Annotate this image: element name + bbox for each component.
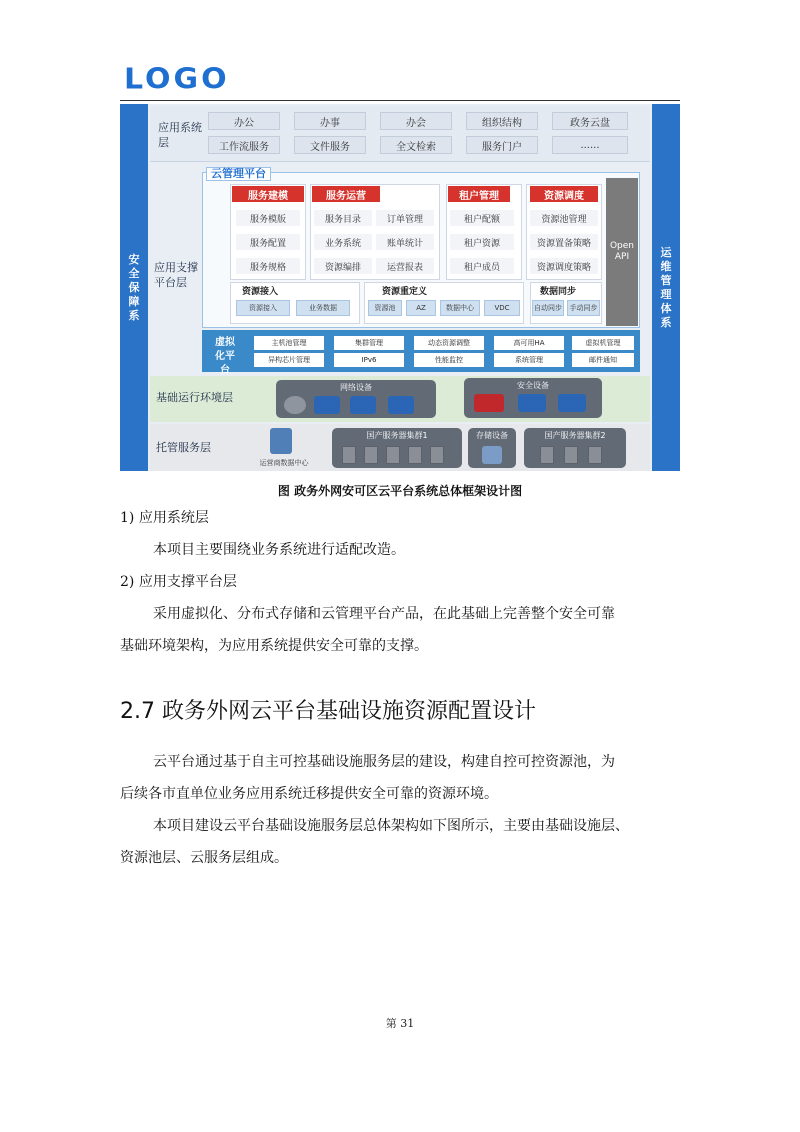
resource-access-title: 资源接入 xyxy=(242,287,279,297)
storage-title: 存储设备 xyxy=(476,431,508,440)
storage-icon xyxy=(482,446,502,464)
service-head: 租户管理 xyxy=(448,186,510,202)
sub-cell: 手动同步 xyxy=(567,300,600,316)
security-title: 安全设备 xyxy=(517,381,549,390)
network-title: 网络设备 xyxy=(340,383,372,392)
sub-cell: 数据中心 xyxy=(440,300,480,316)
virt-cell: IPv6 xyxy=(334,353,404,367)
service-item: 服务模版 xyxy=(236,210,300,226)
section-heading: 2) 应用支撑平台层 xyxy=(120,574,237,590)
sub-cell: 资源接入 xyxy=(236,300,290,316)
app-layer-label: 应用系统层 xyxy=(158,121,202,149)
paragraph: 云平台通过基于自主可控基础设施服务层的建设，构建自控可控资源池，为 xyxy=(153,754,615,770)
virt-cell: 邮件通知 xyxy=(572,353,634,367)
cloud-mgmt-title: 云管理平台 xyxy=(206,167,271,181)
app-cell: 服务门户 xyxy=(466,136,538,154)
switch-icon xyxy=(388,396,414,414)
section-heading: 1) 应用系统层 xyxy=(120,510,209,526)
virt-cell: 主机池管理 xyxy=(254,336,324,350)
app-cell: ...... xyxy=(552,136,628,154)
datacenter-icon xyxy=(270,428,292,454)
security-device-icon xyxy=(518,394,546,412)
host-layer-label: 托管服务层 xyxy=(156,441,211,454)
server-icon xyxy=(430,446,444,464)
sub-cell: 资源池 xyxy=(368,300,402,316)
server-icon xyxy=(540,446,554,464)
paragraph: 基础环境架构，为应用系统提供安全可靠的支撑。 xyxy=(120,638,428,654)
service-item: 资源池管理 xyxy=(530,210,598,226)
service-item: 服务规格 xyxy=(236,258,300,274)
service-item: 租户配额 xyxy=(450,210,514,226)
open-api-block: Open API xyxy=(606,178,638,326)
virt-cell: 系统管理 xyxy=(494,353,564,367)
virt-cell: 动态资源调整 xyxy=(414,336,484,350)
host-layer xyxy=(150,424,650,471)
security-device-icon xyxy=(558,394,586,412)
virt-cell: 虚拟机管理 xyxy=(572,336,634,350)
service-head: 服务建模 xyxy=(232,186,304,202)
service-item: 业务系统 xyxy=(314,234,372,250)
server-icon xyxy=(408,446,422,464)
app-cell: 办会 xyxy=(380,112,452,130)
service-item: 租户成员 xyxy=(450,258,514,274)
app-cell: 工作流服务 xyxy=(208,136,280,154)
service-item: 订单管理 xyxy=(376,210,434,226)
switch-icon xyxy=(350,396,376,414)
virt-cell: 性能监控 xyxy=(414,353,484,367)
infra-layer-label: 基础运行环境层 xyxy=(156,391,233,404)
paragraph: 采用虚拟化、分布式存储和云管理平台产品，在此基础上完善整个安全可靠 xyxy=(153,606,615,622)
server-icon xyxy=(364,446,378,464)
paragraph: 本项目主要围绕业务系统进行适配改造。 xyxy=(153,542,405,558)
server-icon xyxy=(386,446,400,464)
service-item: 账单统计 xyxy=(376,234,434,250)
chapter-heading: 2.7 政务外网云平台基础设施资源配置设计 xyxy=(120,699,536,724)
sub-cell: VDC xyxy=(484,300,520,316)
app-cell: 全文检索 xyxy=(380,136,452,154)
service-item: 资源置备策略 xyxy=(530,234,598,250)
logo: LOGO xyxy=(124,62,230,97)
architecture-diagram xyxy=(120,104,680,471)
paragraph: 资源池层、云服务层组成。 xyxy=(120,850,288,866)
support-layer-label: 应用支撑平台层 xyxy=(154,261,198,289)
ops-side-bar: 运维管理体系 xyxy=(652,104,680,471)
router-icon xyxy=(284,396,306,414)
firewall-icon xyxy=(474,394,504,412)
paragraph: 后续各市直单位业务应用系统迁移提供安全可靠的资源环境。 xyxy=(120,786,498,802)
resource-redefine-title: 资源重定义 xyxy=(382,287,428,297)
service-item: 租户资源 xyxy=(450,234,514,250)
sub-cell: 自动同步 xyxy=(532,300,564,316)
virt-label: 虚拟化平台 xyxy=(215,337,235,376)
app-layer xyxy=(150,106,650,162)
dc-label: 运营商数据中心 xyxy=(259,459,309,467)
switch-icon xyxy=(314,396,340,414)
cluster1-title: 国产服务器集群1 xyxy=(366,431,428,440)
data-sync-title: 数据同步 xyxy=(540,287,577,297)
app-cell: 政务云盘 xyxy=(552,112,628,130)
infra-layer xyxy=(150,376,650,422)
app-cell: 组织结构 xyxy=(466,112,538,130)
figure-caption: 图 政务外网安可区云平台系统总体框架设计图 xyxy=(277,484,523,498)
server-icon xyxy=(342,446,356,464)
support-layer xyxy=(150,164,650,374)
server-icon xyxy=(564,446,578,464)
sub-cell: AZ xyxy=(406,300,436,316)
paragraph: 本项目建设云平台基础设施服务层总体架构如下图所示，主要由基础设施层、 xyxy=(153,818,629,834)
service-head: 服务运营 xyxy=(312,186,380,202)
service-item: 运营报表 xyxy=(376,258,434,274)
app-cell: 办事 xyxy=(294,112,366,130)
virt-cell: 集群管理 xyxy=(334,336,404,350)
service-item: 服务配置 xyxy=(236,234,300,250)
page-number: 第 31 xyxy=(385,1017,415,1030)
header-divider xyxy=(120,100,680,101)
app-cell: 文件服务 xyxy=(294,136,366,154)
service-item: 资源编排 xyxy=(314,258,372,274)
virt-cell: 高可用HA xyxy=(494,336,564,350)
security-side-bar: 安全保障系 xyxy=(120,104,148,471)
virtualization-platform xyxy=(202,330,640,376)
service-item: 资源调度策略 xyxy=(530,258,598,274)
cluster2-title: 国产服务器集群2 xyxy=(544,431,606,440)
service-head: 资源调度 xyxy=(530,186,598,202)
sub-cell: 业务数据 xyxy=(296,300,350,316)
service-item: 服务目录 xyxy=(314,210,372,226)
virt-cell: 异构芯片管理 xyxy=(254,353,324,367)
server-icon xyxy=(588,446,602,464)
app-cell: 办公 xyxy=(208,112,280,130)
